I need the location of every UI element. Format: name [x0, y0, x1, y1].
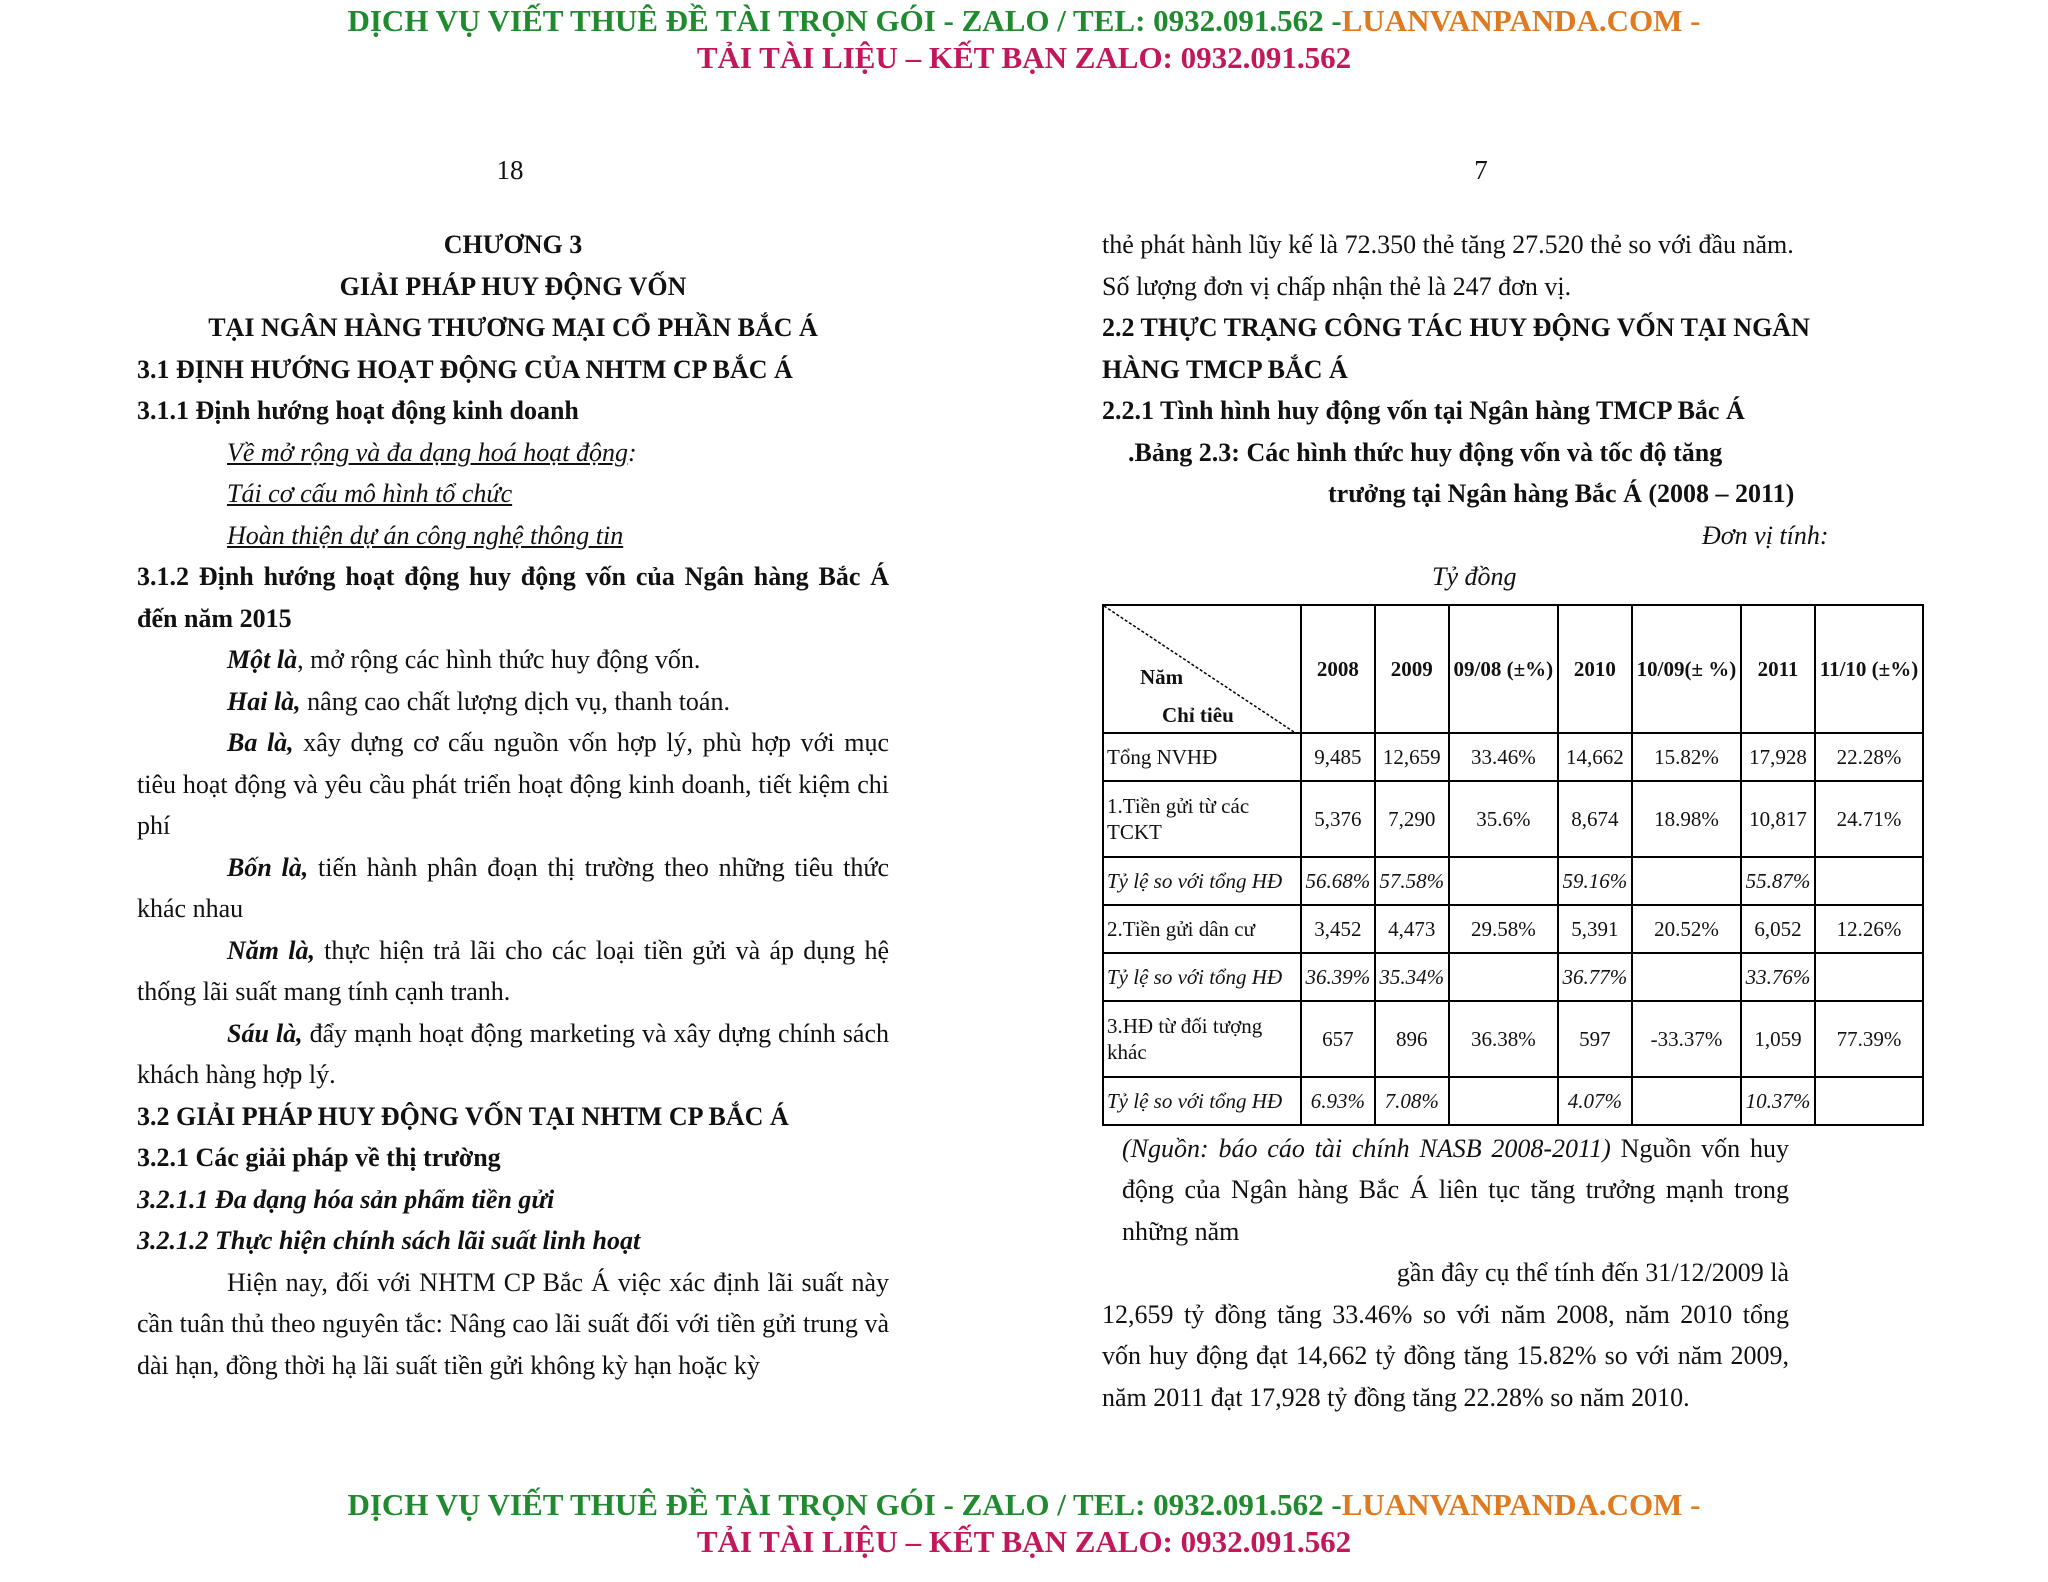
- table-cell: 4.07%: [1558, 1077, 1632, 1125]
- table-row: [1103, 781, 1923, 857]
- column-header: 2010: [1558, 605, 1632, 733]
- section-3-2-1-1-heading: 3.2.1.1 Đa dạng hóa sản phẩm tiền gửi: [137, 1184, 555, 1214]
- table-cell: [1632, 953, 1741, 1001]
- table-cell: [1815, 857, 1923, 905]
- row-label: 3.HĐ từ đối tượng khác: [1103, 1001, 1301, 1077]
- column-header: 09/08 (±%): [1449, 605, 1558, 733]
- paragraph: Năm là, thực hiện trả lãi cho các loại tiền gửi và áp dụng hệ thống lãi suất mang tính cạnh tranh.: [137, 935, 889, 1006]
- table-body: [1103, 733, 1923, 1125]
- banner-line-2: TẢI TÀI LIỆU – KẾT BẠN ZALO: 0932.091.562: [696, 40, 1352, 75]
- table-cell: [1449, 857, 1558, 905]
- table-cell: 1,059: [1741, 1001, 1815, 1077]
- table-cell: 7,290: [1375, 781, 1449, 857]
- table-cell: [1449, 1077, 1558, 1125]
- table-cell: 59.16%: [1558, 857, 1632, 905]
- unit-value: Tỷ đồng: [1432, 562, 1517, 591]
- banner-line-1: [0, 1486, 2048, 1523]
- table-row: [1103, 905, 1923, 953]
- column-header: 2009: [1375, 605, 1449, 733]
- table-cell: 15.82%: [1632, 733, 1741, 781]
- table-cell: 4,473: [1375, 905, 1449, 953]
- left-page: [137, 224, 889, 1386]
- table-cell: 55.87%: [1741, 857, 1815, 905]
- table-caption-line-1: .Bảng 2.3: Các hình thức huy động vốn và tốc độ tăng: [1128, 437, 1723, 467]
- table-cell: 57.58%: [1375, 857, 1449, 905]
- diagonal-header-cell: [1103, 605, 1301, 733]
- paragraph: 12,659 tỷ đồng tăng 33.46% so với năm 2008, năm 2010 tổng vốn huy động đạt 14,662 tỷ đồng tăng 15.82% so với năm 2009, năm 2011 đạt 17,928 tỷ đồng tăng 22.28% so năm 2010.: [1102, 1299, 1789, 1412]
- table-cell: 8,674: [1558, 781, 1632, 857]
- table-source: (Nguồn: báo cáo tài chính NASB 2008-2011): [1122, 1133, 1611, 1163]
- banner-line-1: [0, 2, 2048, 39]
- table-cell: [1815, 953, 1923, 1001]
- section-3-2-1-heading: 3.2.1 Các giải pháp về thị trường: [137, 1143, 501, 1172]
- section-3-2-1-2-heading: 3.2.1.2 Thực hiện chính sách lãi suất linh hoạt: [137, 1226, 641, 1255]
- list-item: Về mở rộng và đa dạng hoá hoạt động:: [227, 437, 637, 467]
- paragraph: Số lượng đơn vị chấp nhận thẻ là 247 đơn vị.: [1102, 271, 1572, 301]
- table-cell: [1632, 857, 1741, 905]
- table-row: [1103, 857, 1923, 905]
- table-row: [1103, 953, 1923, 1001]
- paragraph: thẻ phát hành lũy kế là 72.350 thẻ tăng 27.520 thẻ so với đầu năm.: [1102, 230, 1794, 259]
- table-cell: 18.98%: [1632, 781, 1741, 857]
- table-cell: 597: [1558, 1001, 1632, 1077]
- section-3-2-heading: 3.2 GIẢI PHÁP HUY ĐỘNG VỐN TẠI NHTM CP BẮC Á: [137, 1101, 789, 1131]
- table-header-row: [1103, 605, 1923, 733]
- column-header: 2008: [1301, 605, 1375, 733]
- unit-label: Đơn vị tính:: [1702, 520, 1829, 550]
- table-cell: 9,485: [1301, 733, 1375, 781]
- header-banner: [0, 2, 2048, 76]
- chapter-title-line-2: TẠI NGÂN HÀNG THƯƠNG MẠI CỔ PHẦN BẮC Á: [208, 313, 818, 342]
- table-cell: [1632, 1077, 1741, 1125]
- table-cell: 35.34%: [1375, 953, 1449, 1001]
- section-3-1-1-heading: 3.1.1 Định hướng hoạt động kinh doanh: [137, 396, 579, 425]
- paragraph: Sáu là, đẩy mạnh hoạt động marketing và xây dựng chính sách khách hàng hợp lý.: [137, 1018, 889, 1089]
- table-cell: 14,662: [1558, 733, 1632, 781]
- table-cell: 33.76%: [1741, 953, 1815, 1001]
- table-cell: 36.39%: [1301, 953, 1375, 1001]
- right-page: [1102, 224, 1919, 1418]
- table-source-and-conclusion: (Nguồn: báo cáo tài chính NASB 2008-2011) Nguồn vốn huy động của Ngân hàng Bắc Á liên tục tăng trưởng mạnh trong những năm: [1122, 1133, 1789, 1246]
- table-cell: 5,391: [1558, 905, 1632, 953]
- paragraph: Ba là, xây dựng cơ cấu nguồn vốn hợp lý, phù hợp với mục tiêu hoạt động và yêu cầu phát triển hoạt động kinh doanh, tiết kiệm chi phí: [137, 728, 889, 840]
- table-cell: [1815, 1077, 1923, 1125]
- section-3-1-heading: 3.1 ĐỊNH HƯỚNG HOẠT ĐỘNG CỦA NHTM CP BẮC Á: [137, 354, 793, 384]
- left-page-number: 18: [496, 155, 524, 185]
- table-cell: 33.46%: [1449, 733, 1558, 781]
- banner-site-text: LUANVANPANDA.COM -: [1341, 1487, 1701, 1522]
- table-cell: 12.26%: [1815, 905, 1923, 953]
- table-cell: 3,452: [1301, 905, 1375, 953]
- section-2-2-1-heading: 2.2.1 Tình hình huy động vốn tại Ngân hàng TMCP Bắc Á: [1102, 396, 1745, 425]
- funding-table: [1102, 604, 1924, 1126]
- chapter-heading: CHƯƠNG 3: [443, 230, 583, 259]
- row-label: Tổng NVHĐ: [1103, 733, 1301, 781]
- table-cell: 29.58%: [1449, 905, 1558, 953]
- table-cell: 6,052: [1741, 905, 1815, 953]
- list-item: Tái cơ cấu mô hình tổ chức: [227, 479, 513, 508]
- row-label: Tỷ lệ so với tổng HĐ: [1103, 857, 1301, 905]
- table-cell: 77.39%: [1815, 1001, 1923, 1077]
- table-caption-line-2: trưởng tại Ngân hàng Bắc Á (2008 – 2011): [1328, 479, 1795, 508]
- paragraph: gần đây cụ thể tính đến 31/12/2009 là: [1396, 1258, 1789, 1287]
- paragraph: Hai là, nâng cao chất lượng dịch vụ, thanh toán.: [227, 686, 730, 716]
- table-row: [1103, 1001, 1923, 1077]
- banner-service-text: DỊCH VỤ VIẾT THUÊ ĐỀ TÀI TRỌN GÓI - ZALO / TEL: 0932.091.562 -: [347, 3, 1342, 38]
- table-cell: 36.38%: [1449, 1001, 1558, 1077]
- section-3-1-2-heading: 3.1.2 Định hướng hoạt động huy động vốn của Ngân hàng Bắc Á đến năm 2015: [137, 562, 889, 633]
- footer-banner: [0, 1486, 2048, 1560]
- table-cell: 10.37%: [1741, 1077, 1815, 1125]
- row-label: 1.Tiền gửi từ các TCKT: [1103, 781, 1301, 857]
- table-cell: 12,659: [1375, 733, 1449, 781]
- paragraph: Bốn là, tiến hành phân đoạn thị trường theo những tiêu thức khác nhau: [137, 852, 889, 923]
- banner-service-text: DỊCH VỤ VIẾT THUÊ ĐỀ TÀI TRỌN GÓI - ZALO / TEL: 0932.091.562 -: [347, 1487, 1342, 1522]
- table-cell: 10,817: [1741, 781, 1815, 857]
- table-cell: -33.37%: [1632, 1001, 1741, 1077]
- table-row: [1103, 733, 1923, 781]
- table-cell: 17,928: [1741, 733, 1815, 781]
- banner-site-text: LUANVANPANDA.COM -: [1341, 3, 1701, 38]
- table-cell: 22.28%: [1815, 733, 1923, 781]
- table-cell: 5,376: [1301, 781, 1375, 857]
- section-2-2-heading: 2.2 THỰC TRẠNG CÔNG TÁC HUY ĐỘNG VỐN TẠI NGÂN HÀNG TMCP BẮC Á: [1102, 313, 1810, 384]
- paragraph: Một là, mở rộng các hình thức huy động vốn.: [227, 645, 701, 674]
- table-cell: 20.52%: [1632, 905, 1741, 953]
- table-row: [1103, 1077, 1923, 1125]
- table-cell: [1449, 953, 1558, 1001]
- list-item: Hoàn thiện dự án công nghệ thông tin: [227, 520, 624, 550]
- row-axis-label: Chỉ tiêu: [1162, 702, 1234, 727]
- column-header: 10/09(± %): [1632, 605, 1741, 733]
- table-cell: 35.6%: [1449, 781, 1558, 857]
- column-header: 2011: [1741, 605, 1815, 733]
- column-header: 11/10 (±%): [1815, 605, 1923, 733]
- column-axis-label: Năm: [1140, 664, 1184, 689]
- table-cell: 7.08%: [1375, 1077, 1449, 1125]
- table-cell: 6.93%: [1301, 1077, 1375, 1125]
- right-page-number: 7: [1474, 155, 1488, 185]
- table-cell: 896: [1375, 1001, 1449, 1077]
- row-label: 2.Tiền gửi dân cư: [1103, 905, 1301, 953]
- row-label: Tỷ lệ so với tổng HĐ: [1103, 953, 1301, 1001]
- table-cell: 657: [1301, 1001, 1375, 1077]
- banner-line-2: TẢI TÀI LIỆU – KẾT BẠN ZALO: 0932.091.562: [696, 1524, 1352, 1559]
- table-cell: 56.68%: [1301, 857, 1375, 905]
- table-cell: 24.71%: [1815, 781, 1923, 857]
- paragraph: Hiện nay, đối với NHTM CP Bắc Á việc xác định lãi suất này cần tuân thủ theo nguyên tắc: Nâng cao lãi suất đối với tiền gửi trung và dài hạn, đồng thời hạ lãi suất tiền gửi không kỳ hạn hoặc kỳ: [137, 1267, 889, 1380]
- row-label: Tỷ lệ so với tổng HĐ: [1103, 1077, 1301, 1125]
- table-cell: 36.77%: [1558, 953, 1632, 1001]
- chapter-title-line-1: GIẢI PHÁP HUY ĐỘNG VỐN: [339, 271, 687, 301]
